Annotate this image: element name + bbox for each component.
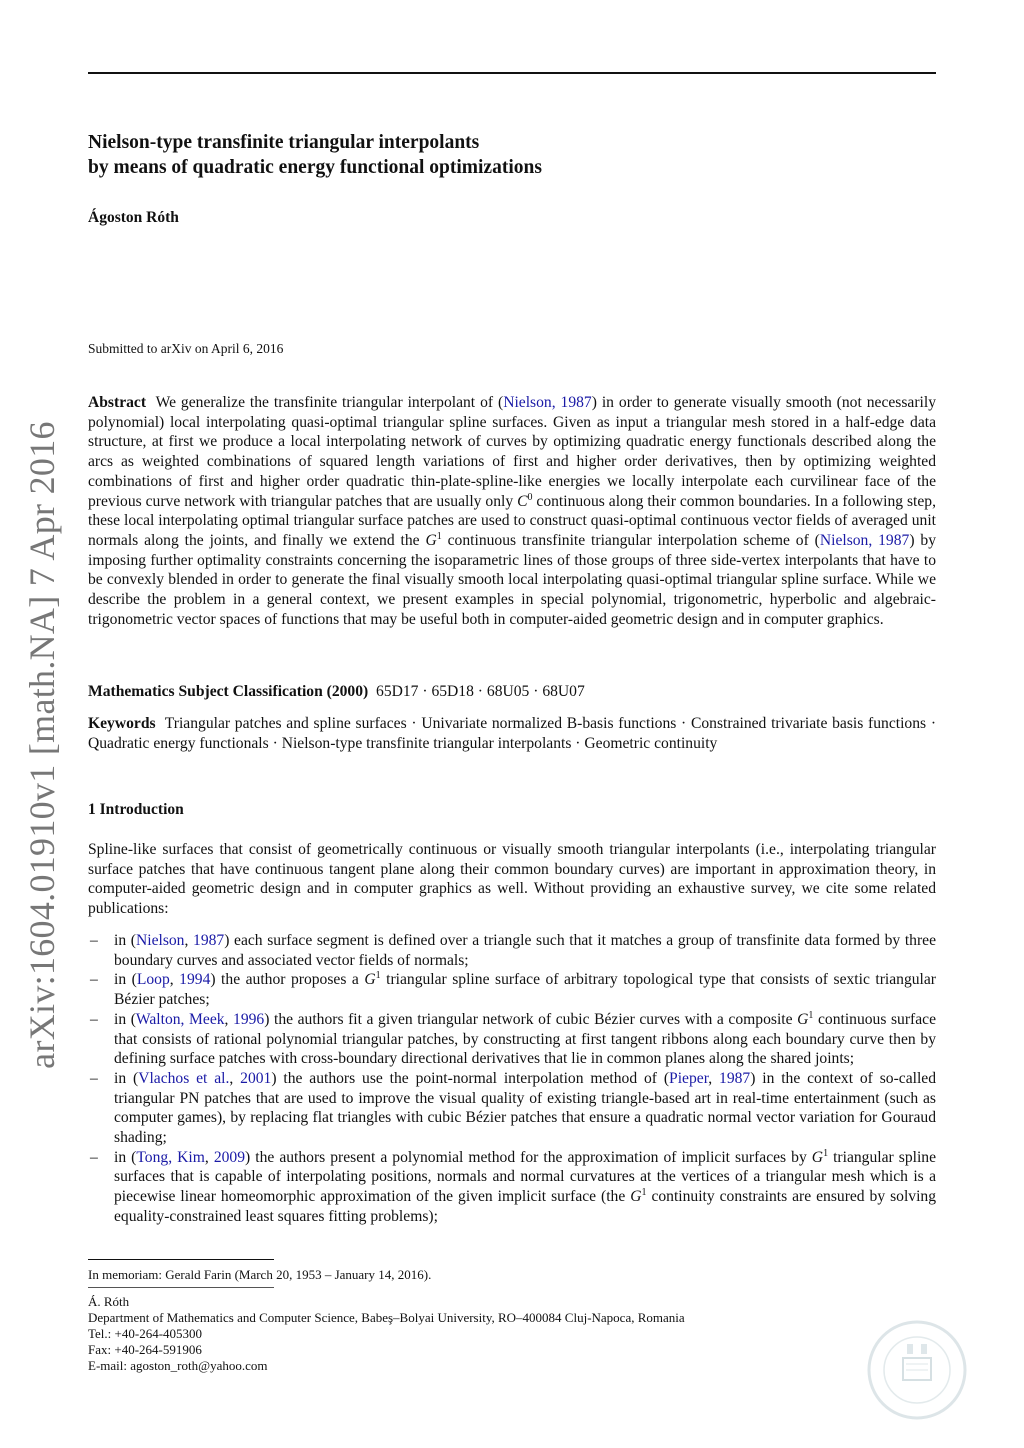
top-rule [88,72,936,74]
msc-label: Mathematics Subject Classification (2000) [88,683,369,700]
citation-link[interactable]: Loop, 1994 [136,971,211,989]
list-item: – in (Loop, 1994) the author proposes a $G^1$ triangular spline surface of arbitrary topological type that consists of sextic triangular Bézier patches; [90,970,936,1009]
affiliation-fax: Fax: +40-264-591906 [88,1342,202,1357]
abstract-text: continuous transfinite triangular interpolation scheme of ( [441,531,820,549]
list-item: – in (Tong, Kim, 2009) the authors present a polynomial method for the approximation of implicit surfaces by $G^1$ triangular spline surfaces that is capable of interpolating positions, normals and normal curvatures at the vertices of a triangular mesh which is a piecewise linear homeomorphic approximation of the given implicit surface (the $G^1$ continuity constraints are ensured by solving equality-constrained least squares fitting problems); [90,1147,937,1225]
citation-link[interactable]: Tong, Kim, 2009 [136,1148,245,1166]
keywords [88,714,936,753]
citation-link[interactable]: Walton, Meek, 1996 [135,1010,265,1028]
citation-link[interactable]: Vlachos et al., 2001 [138,1069,272,1087]
intro-paragraph: Spline-like surfaces that consist of geometrically continuous or visually smooth triangular interpolants (i.e., interpolating triangular surface patches that have continuous tangent plane along their common boundary curves) are important in approximation theory, in computer-aided geometric design and in computer graphics as well. Without providing an exhaustive survey, we cite some related publications: [88,841,936,918]
affiliation-rule [88,1287,274,1288]
citation-link[interactable]: Nielson, 1987 [503,394,592,411]
abstract-text: ) in order to generate visually smooth (not necessarily polynomial) local interpolating quasi-optimal triangular spline surfaces. Given as input a triangular mesh stored in a half-edge data structure, at first we produce a local interpolating network of curves by optimizing quadratic energy functionals described along the arcs as weighted combinations of squared length variations of first and higher order derivatives, then by optimizing weighted combinations of first and higher order quadratic thin-plate-spline-like energies we locally interpolate each curvilinear face of the previous curve network with triangular patches that are usually only [88,394,936,510]
list-item: – in (Vlachos et al., 2001) the authors use the point-normal interpolation method of (Pieper, 1987) in the context of so-called triangular PN patches that are used to improve the visual quality of existing triangle-based art in real-time entertainment (such as computer games), by replacing flat triangles with cubic Bézier patches that ensure a quadratic normal vector variation for Gouraud shading; [90,1069,936,1147]
math-sup: 0 [527,491,533,503]
msc [88,682,936,702]
citation-link[interactable]: Nielson, 1987 [135,932,225,949]
affiliation-name: Á. Róth [88,1294,130,1309]
related-work-list [88,931,936,1227]
footnote-rule [88,1259,274,1260]
keywords-label: Keywords [88,715,156,732]
affiliation [88,1294,685,1374]
title-line-1: Nielson-type transfinite triangular interpolants [88,132,480,153]
citation-link[interactable]: Pieper, 1987 [669,1069,751,1087]
abstract-text: continuous along their common boundaries. In a following step, these local interpolating optimal triangular surface patches are used to construct quasi-optimal continuous vector fields of averaged unit normals along the joints, and finally we extend the [88,492,936,549]
msc-value: 65D17 · 65D18 · 68U05 · 68U07 [376,683,585,700]
paper-title [88,130,542,180]
affiliation-email[interactable]: E-mail: agoston_roth@yahoo.com [88,1358,268,1373]
affiliation-dept: Department of Mathematics and Computer Science, Babeş–Bolyai University, RO–400084 Cluj-Napoca, Romania [88,1310,685,1325]
math-c: C [517,492,528,510]
abstract-label: Abstract [88,394,147,411]
abstract [88,393,936,629]
citation-link[interactable]: Nielson, 1987 [819,531,910,549]
math-g: G [425,531,437,549]
abstract-text: We generalize the transfinite triangular interpolant of ( [155,394,504,411]
submission-note: Submitted to arXiv on April 6, 2016 [88,341,284,356]
author: Ágoston Róth [88,209,179,226]
title-line-2: by means of quadratic energy functional optimizations [88,157,542,178]
keywords-value: Triangular patches and spline surfaces · Univariate normalized B-basis functions · Constrained trivariate basis functions · Quadratic energy functionals · Nielson-type transfinite triangular interpolants · Geometric continuity [88,715,937,752]
affiliation-tel: Tel.: +40-264-405300 [88,1326,203,1341]
section-heading: 1 Introduction [88,801,184,818]
list-item: – in (Nielson, 1987) each surface segment is defined over a triangle such that it matches a group of transfinite data formed by three boundary curves and associated vector fields of normals; [90,932,936,969]
list-item: – in (Walton, Meek, 1996) the authors fit a given triangular network of cubic Bézier curves with a composite $G^1$ continuous surface that consists of rational polynomial triangular patches, by constructing at first tangent ribbons along each boundary curve then by defining surface patches with cross-boundary directional derivatives that lie in common planes along the shared joints; [90,1009,937,1068]
footnote-memoriam: In memoriam: Gerald Farin (March 20, 1953 – January 14, 2016). [88,1267,432,1282]
university-seal-watermark [853,1320,981,1420]
math-sup: 1 [436,530,442,542]
abstract-text: ) by imposing further optimality constraints concerning the isoparametric lines of those groups of three side-vertex interpolants that have to be convexly blended in order to generate the final visually smooth local interpolating quasi-optimal triangular spline surface. While we describe the problem in a general context, we present examples in special polynomial, trigonometric, hyperbolic and algebraic-trigonometric vector spaces of functions that may be useful both in computer-aided geometric design and in computer graphics. [88,531,936,628]
arxiv-stamp: arXiv:1604.01910v1 [math.NA] 7 Apr 2016 [22,421,62,1069]
